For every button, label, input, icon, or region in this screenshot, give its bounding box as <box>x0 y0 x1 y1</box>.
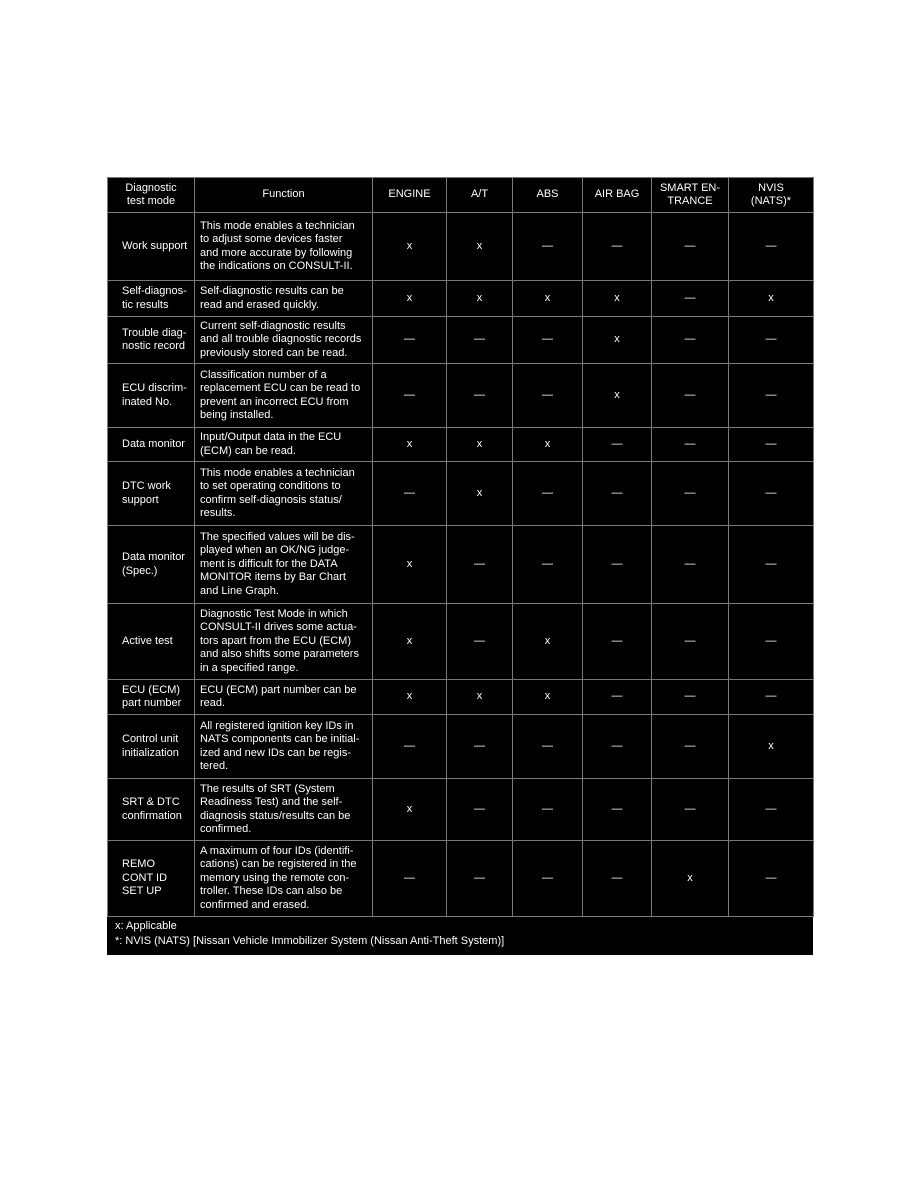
mode-cell <box>108 317 195 364</box>
mark-at: x <box>447 428 513 462</box>
mode-line: Self-diagnos- <box>122 285 187 297</box>
mode-line: DTC work <box>122 480 171 492</box>
mode-cell <box>108 604 195 680</box>
mark-engine: — <box>373 317 447 364</box>
mode-line: Trouble diag- <box>122 326 187 339</box>
function-cell <box>195 604 373 680</box>
function-line: confirmed. <box>200 823 252 835</box>
mode-cell <box>108 364 195 428</box>
mode-cell <box>108 281 195 317</box>
mode-line: confirmation <box>122 809 182 822</box>
header-line: Function <box>262 188 305 201</box>
function-line: to set operating conditions to <box>200 480 341 492</box>
mark-engine: — <box>373 364 447 428</box>
mark-engine: x <box>373 779 447 841</box>
mark-at: — <box>447 317 513 364</box>
header-line: NVIS <box>758 181 784 194</box>
mark-smart-entrance: — <box>652 604 729 680</box>
function-cell <box>195 526 373 604</box>
function-line: prevent an incorrect ECU from <box>200 395 349 408</box>
table-row <box>108 779 814 841</box>
mark-abs: — <box>513 779 583 841</box>
function-cell <box>195 841 373 917</box>
function-line: previously stored can be read. <box>200 346 348 359</box>
function-line: tered. <box>200 760 229 772</box>
mark-nvis: — <box>729 779 814 841</box>
mode-line: Active test <box>122 634 173 647</box>
mark-at: — <box>447 779 513 841</box>
function-line: in a specified range. <box>200 661 299 674</box>
function-line: diagnosis status/results can be <box>200 809 351 822</box>
mark-at: — <box>447 841 513 917</box>
mark-abs: x <box>513 604 583 680</box>
table-legend <box>115 919 504 949</box>
function-line: confirm self-diagnosis status/ <box>200 493 342 506</box>
function-line: results. <box>200 507 236 519</box>
function-line: tors apart from the ECU (ECM) <box>200 634 351 647</box>
mark-nvis: — <box>729 526 814 604</box>
mark-engine: — <box>373 841 447 917</box>
mark-smart-entrance: — <box>652 213 729 281</box>
legend-applicable: x: Applicable <box>115 920 177 932</box>
mode-line: (Spec.) <box>122 564 158 577</box>
function-cell <box>195 779 373 841</box>
function-cell <box>195 462 373 526</box>
mark-engine: x <box>373 213 447 281</box>
mark-air-bag: — <box>583 715 652 779</box>
function-line: and also shifts some parameters <box>200 648 359 661</box>
header-air-bag <box>583 178 652 213</box>
mode-cell <box>108 462 195 526</box>
diagnostic-mode-table <box>107 177 814 917</box>
function-line: CONSULT-II drives some actua- <box>200 621 357 634</box>
function-line: ment is difficult for the DATA <box>200 557 338 570</box>
mark-abs: — <box>513 715 583 779</box>
mark-nvis: — <box>729 462 814 526</box>
mark-at: — <box>447 715 513 779</box>
table-row <box>108 281 814 317</box>
mark-engine: x <box>373 680 447 715</box>
function-line: the indications on CONSULT-II. <box>200 260 353 272</box>
mark-smart-entrance: x <box>652 841 729 917</box>
mode-line: Work support <box>122 239 188 252</box>
function-line: ized and new IDs can be regis- <box>200 746 352 759</box>
mode-line: nostic record <box>122 340 185 352</box>
mark-air-bag: — <box>583 462 652 526</box>
function-line: ECU (ECM) part number can be <box>200 683 357 696</box>
mark-air-bag: — <box>583 680 652 715</box>
function-line: The specified values will be dis- <box>200 530 355 543</box>
header-line: ENGINE <box>388 188 431 201</box>
mark-air-bag: — <box>583 526 652 604</box>
table-row <box>108 841 814 917</box>
header-nvis <box>729 178 814 213</box>
mode-cell <box>108 715 195 779</box>
mark-smart-entrance: — <box>652 715 729 779</box>
function-cell <box>195 281 373 317</box>
function-line: A maximum of four IDs (identifi- <box>200 844 354 857</box>
mark-air-bag: — <box>583 779 652 841</box>
mark-at: x <box>447 680 513 715</box>
function-line: to adjust some devices faster <box>200 233 343 245</box>
mark-smart-entrance: — <box>652 364 729 428</box>
mode-line: SRT & DTC <box>122 796 180 808</box>
header-line: Diagnostic <box>125 181 177 194</box>
mode-line: Data monitor <box>122 437 185 450</box>
mark-engine: — <box>373 462 447 526</box>
mode-line: tic results <box>122 298 169 311</box>
mark-smart-entrance: — <box>652 462 729 526</box>
mode-line: Data monitor <box>122 551 185 563</box>
mark-air-bag: — <box>583 841 652 917</box>
function-cell <box>195 213 373 281</box>
header-line: test mode <box>126 195 176 207</box>
mark-nvis: — <box>729 604 814 680</box>
mark-smart-entrance: — <box>652 317 729 364</box>
mark-abs: — <box>513 317 583 364</box>
function-line: Diagnostic Test Mode in which <box>200 607 348 620</box>
mark-nvis: — <box>729 317 814 364</box>
mode-line: ECU discrim- <box>122 382 187 394</box>
function-line: The results of SRT (System <box>200 782 335 795</box>
header-function <box>195 178 373 213</box>
mark-air-bag: x <box>583 364 652 428</box>
mark-air-bag: — <box>583 428 652 462</box>
mark-at: — <box>447 604 513 680</box>
function-cell <box>195 428 373 462</box>
table-header-row <box>108 178 814 213</box>
function-line: memory using the remote con- <box>200 871 350 884</box>
function-line: Current self-diagnostic results <box>200 319 346 332</box>
table-row <box>108 213 814 281</box>
diagnostic-mode-figure <box>107 177 813 955</box>
function-line: MONITOR items by Bar Chart <box>200 571 346 584</box>
function-line: read and erased quickly. <box>200 298 320 311</box>
mark-abs: — <box>513 462 583 526</box>
mark-abs: x <box>513 428 583 462</box>
mark-nvis: — <box>729 680 814 715</box>
function-line: Readiness Test) and the self- <box>200 796 343 808</box>
mode-cell <box>108 428 195 462</box>
header-at <box>447 178 513 213</box>
mark-smart-entrance: — <box>652 526 729 604</box>
mode-cell <box>108 841 195 917</box>
mark-engine: x <box>373 526 447 604</box>
mode-cell <box>108 526 195 604</box>
mark-air-bag: — <box>583 604 652 680</box>
function-line: and all trouble diagnostic records <box>200 333 362 346</box>
function-line: NATS components can be initial- <box>200 733 360 745</box>
mark-engine: x <box>373 428 447 462</box>
function-line: and Line Graph. <box>200 584 279 597</box>
header-line: TRANCE <box>667 195 713 207</box>
mark-smart-entrance: — <box>652 779 729 841</box>
header-line: ABS <box>536 188 559 201</box>
function-line: Input/Output data in the ECU <box>200 431 342 443</box>
mark-nvis: x <box>729 281 814 317</box>
header-diagnostic-mode <box>108 178 195 213</box>
mark-smart-entrance: — <box>652 428 729 462</box>
function-line: cations) can be registered in the <box>200 858 357 871</box>
mark-nvis: — <box>729 213 814 281</box>
function-cell <box>195 317 373 364</box>
function-line: played when an OK/NG judge- <box>200 544 350 557</box>
mark-nvis: — <box>729 428 814 462</box>
mark-at: x <box>447 462 513 526</box>
mode-cell <box>108 213 195 281</box>
mode-line: ECU (ECM) <box>122 683 181 696</box>
header-line: SMART EN- <box>659 181 721 194</box>
mode-line: part number <box>122 697 182 709</box>
mode-cell <box>108 680 195 715</box>
table-row <box>108 462 814 526</box>
mark-engine: x <box>373 604 447 680</box>
function-line: and more accurate by following <box>200 246 353 259</box>
function-cell <box>195 715 373 779</box>
legend-nvis-note: *: NVIS (NATS) [Nissan Vehicle Immobilizer System (Nissan Anti-Theft System)] <box>115 935 505 947</box>
mark-engine: — <box>373 715 447 779</box>
function-line: read. <box>200 697 226 709</box>
mode-line: initialization <box>122 746 179 759</box>
mode-line: SET UP <box>122 885 162 898</box>
mode-line: inated No. <box>122 395 173 408</box>
mark-smart-entrance: — <box>652 680 729 715</box>
mark-nvis: — <box>729 841 814 917</box>
mark-abs: — <box>513 526 583 604</box>
mark-abs: x <box>513 281 583 317</box>
function-line: Classification number of a <box>200 368 327 381</box>
function-line: confirmed and erased. <box>200 898 310 911</box>
function-cell <box>195 680 373 715</box>
function-line: troller. These IDs can also be <box>200 885 343 898</box>
mark-at: x <box>447 281 513 317</box>
mark-air-bag: — <box>583 213 652 281</box>
mark-at: x <box>447 213 513 281</box>
table-row <box>108 364 814 428</box>
table-row <box>108 715 814 779</box>
header-abs <box>513 178 583 213</box>
header-line: A/T <box>470 188 489 201</box>
mark-abs: — <box>513 213 583 281</box>
function-cell <box>195 364 373 428</box>
mark-nvis: — <box>729 364 814 428</box>
table-row <box>108 604 814 680</box>
mark-air-bag: x <box>583 317 652 364</box>
mark-nvis: x <box>729 715 814 779</box>
mode-cell <box>108 779 195 841</box>
function-line: This mode enables a technician <box>200 219 355 232</box>
function-line: This mode enables a technician <box>200 466 355 479</box>
table-row <box>108 317 814 364</box>
table-row <box>108 680 814 715</box>
mark-abs: — <box>513 841 583 917</box>
header-line: (NATS)* <box>750 195 792 207</box>
header-smart-entrance <box>652 178 729 213</box>
header-line: AIR BAG <box>594 188 640 201</box>
function-line: replacement ECU can be read to <box>200 382 361 394</box>
mark-at: — <box>447 364 513 428</box>
table-body <box>108 213 814 917</box>
mark-abs: — <box>513 364 583 428</box>
function-line: (ECM) can be read. <box>200 444 296 457</box>
table-row <box>108 526 814 604</box>
mode-line: REMO <box>122 858 155 871</box>
mark-air-bag: x <box>583 281 652 317</box>
function-line: All registered ignition key IDs in <box>200 719 354 732</box>
mode-line: CONT ID <box>122 871 168 884</box>
header-engine <box>373 178 447 213</box>
mode-line: Control unit <box>122 733 179 745</box>
mode-line: support <box>122 493 159 506</box>
function-line: being installed. <box>200 409 274 421</box>
table-row <box>108 428 814 462</box>
mark-engine: x <box>373 281 447 317</box>
mark-smart-entrance: — <box>652 281 729 317</box>
mark-at: — <box>447 526 513 604</box>
mark-abs: x <box>513 680 583 715</box>
function-line: Self-diagnostic results can be <box>200 285 344 297</box>
